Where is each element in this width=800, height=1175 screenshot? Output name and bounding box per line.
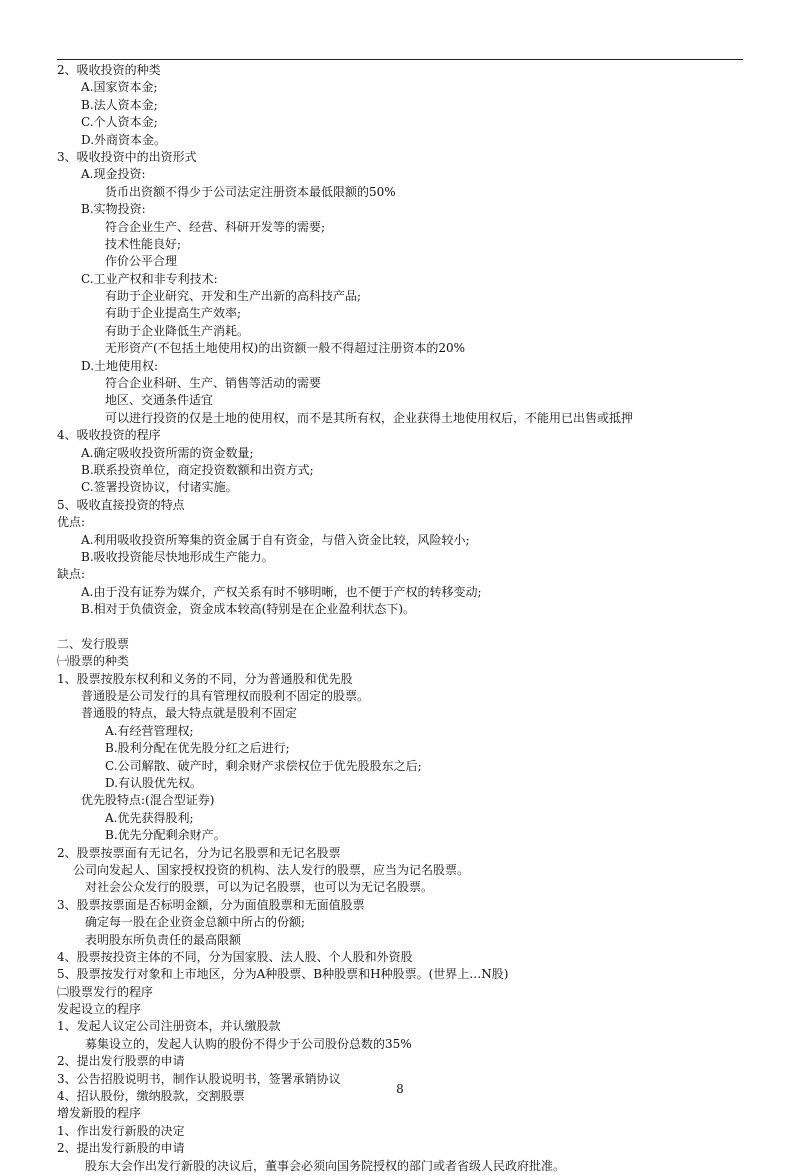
list-detail: 公司向发起人、国家授权投资的机构、法人发行的股票，应当为记名股票。 — [73, 862, 470, 877]
list-item: 1、股票按股东权利和义务的不同，分为普通股和优先股 — [57, 671, 353, 686]
document-body — [57, 62, 757, 1175]
list-detail: 可以进行投资的仅是土地的使用权，而不是其所有权，企业获得土地使用权后，不能用已出售或抵押 — [105, 410, 634, 425]
list-item: 1、发起人议定公司注册资本，并认缴股款 — [57, 1019, 281, 1034]
list-detail: 符合企业科研、生产、销售等活动的需要 — [105, 376, 322, 391]
list-detail: C.公司解散、破产时，剩余财产求偿权位于优先股股东之后; — [105, 758, 422, 773]
list-item: A.确定吸收投资所需的资金数量; — [81, 445, 254, 460]
list-detail: B.股利分配在优先股分红之后进行; — [105, 741, 290, 756]
list-item: 2、提出发行新股的申请 — [57, 1141, 185, 1156]
heading-investment-procedure: 4、吸收投资的程序 — [57, 428, 161, 443]
list-detail: 股东大会作出发行新股的决议后，董事会必须向国务院授权的部门或者省级人民政府批准。 — [85, 1158, 566, 1173]
list-item: 2、股票按票面有无记名，分为记名股票和无记名股票 — [57, 845, 341, 860]
list-item: D.土地使用权: — [81, 358, 159, 373]
list-item: C.签署投资协议，付诸实施。 — [81, 480, 238, 495]
list-detail: 普通股是公司发行的具有管理权而股利不固定的股票。 — [81, 689, 370, 704]
label-promoter-procedure: 发起设立的程序 — [57, 1002, 142, 1017]
page-number: 8 — [396, 1082, 404, 1096]
label-advantages: 优点: — [57, 515, 86, 530]
heading-direct-investment-features: 5、吸收直接投资的特点 — [57, 497, 185, 512]
label-new-share-procedure: 增发新股的程序 — [57, 1106, 142, 1121]
list-item: D.外商资本金。 — [81, 132, 167, 147]
list-detail: 技术性能良好; — [105, 236, 182, 251]
header-rule — [57, 59, 743, 60]
list-detail: 有助于企业降低生产消耗。 — [105, 323, 250, 338]
list-detail: 有助于企业研究、开发和生产出新的高科技产品; — [105, 289, 362, 304]
list-detail: A.优先获得股利; — [105, 810, 194, 825]
list-detail: 地区、交通条件适宜 — [105, 393, 214, 408]
list-detail: 普通股的特点，最大特点就是股利不固定 — [81, 706, 298, 721]
list-detail: 无形资产(不包括土地使用权)的出资额一般不得超过注册资本的20% — [105, 341, 466, 356]
list-detail: A.有经营管理权; — [105, 723, 194, 738]
list-item: B.联系投资单位，商定投资数额和出资方式; — [81, 462, 314, 477]
blank-line — [57, 619, 757, 636]
heading-investment-types: 2、吸收投资的种类 — [57, 63, 161, 77]
list-item: A.由于没有证券为媒介，产权关系有时不够明晰，也不便于产权的转移变动; — [81, 584, 482, 599]
subheading-stock-types: ㈠股票的种类 — [57, 654, 130, 669]
list-item: A.现金投资: — [81, 167, 146, 182]
list-item: 3、公告招股说明书，制作认股说明书，签署承销协议 — [57, 1071, 341, 1086]
list-detail: 符合企业生产、经营、科研开发等的需要; — [105, 219, 326, 234]
section-heading-issue-stock: 二、发行股票 — [57, 636, 130, 651]
list-detail: 募集设立的，发起人认购的股份不得少于公司股份总数的35% — [85, 1036, 412, 1051]
list-item: B.吸收投资能尽快地形成生产能力。 — [81, 549, 274, 564]
list-item: 1、作出发行新股的决定 — [57, 1123, 185, 1138]
list-detail: 表明股东所负责任的最高限额 — [85, 932, 242, 947]
list-detail: 确定每一股在企业资金总额中所占的份额; — [85, 915, 306, 930]
list-item: 4、股票按投资主体的不同，分为国家股、法人股、个人股和外资股 — [57, 949, 413, 964]
list-item: A.国家资本金; — [81, 80, 158, 95]
list-item: B.实物投资: — [81, 202, 146, 217]
list-detail: D.有认股优先权。 — [105, 776, 203, 791]
label-disadvantages: 缺点: — [57, 567, 86, 582]
list-detail: 作价公平合理 — [105, 254, 178, 269]
list-detail: 有助于企业提高生产效率; — [105, 306, 242, 321]
list-item: B.法人资本金; — [81, 97, 158, 112]
list-item: 3、股票按票面是否标明金额，分为面值股票和无面值股票 — [57, 897, 365, 912]
list-item: C.工业产权和非专利技术: — [81, 271, 218, 286]
heading-contribution-forms: 3、吸收投资中的出资形式 — [57, 149, 197, 164]
subheading-issue-procedure: ㈡股票发行的程序 — [57, 984, 154, 999]
list-item: A.利用吸收投资所筹集的资金属于自有资金，与借入资金比较，风险较小; — [81, 532, 470, 547]
list-item: C.个人资本金; — [81, 115, 158, 130]
list-detail: 货币出资额不得少于公司法定注册资本最低限额的50% — [105, 184, 396, 199]
list-detail: 优先股特点:(混合型证券) — [81, 793, 215, 808]
list-item: 4、招认股份，缴纳股款，交割股票 — [57, 1089, 245, 1104]
list-item: 5、股票按发行对象和上市地区，分为A种股票、B种股票和H种股票。(世界上…N股) — [57, 967, 509, 982]
list-detail: 对社会公众发行的股票，可以为记名股票，也可以为无记名股票。 — [85, 880, 434, 895]
list-item: 2、提出发行股票的申请 — [57, 1054, 185, 1069]
list-item: B.相对于负债资金，资金成本较高(特别是在企业盈利状态下)。 — [81, 602, 415, 617]
list-detail: B.优先分配剩余财产。 — [105, 828, 226, 843]
